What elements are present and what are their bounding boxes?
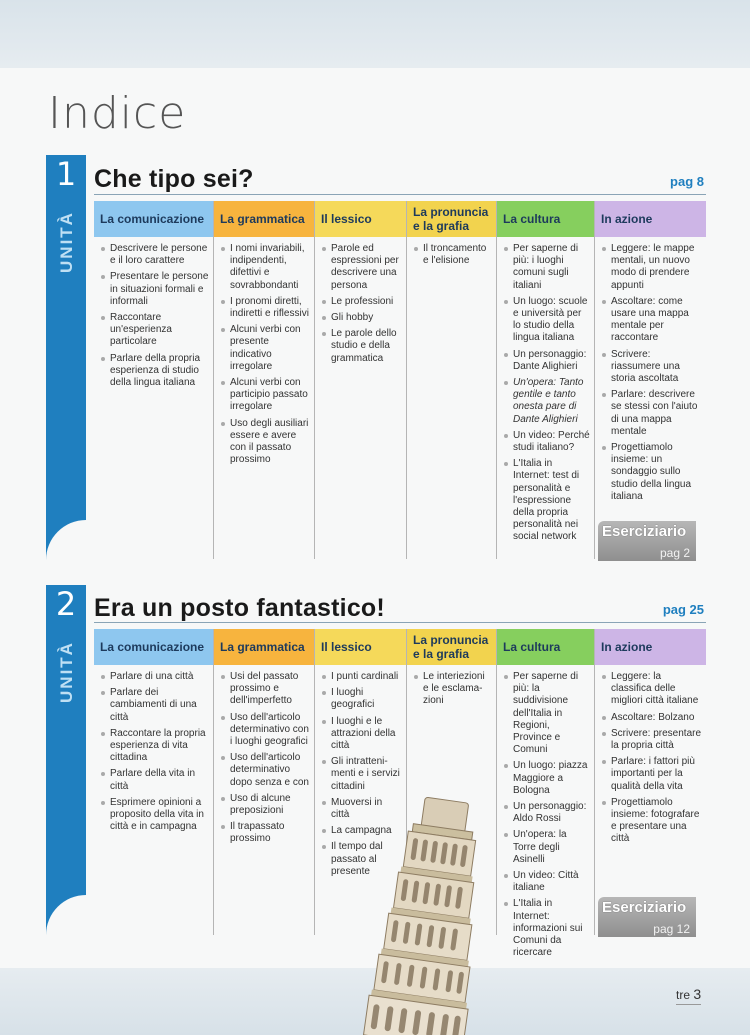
eserciziario-label: Eserciziario bbox=[602, 899, 687, 916]
column-cultura bbox=[497, 629, 595, 959]
list-item: Un luogo: piazza Maggiore a Bologna bbox=[504, 760, 590, 797]
list-item: Muoversi in città bbox=[322, 797, 402, 821]
list-item: Parlare: descrivere se stessi con l'aiuto di una mappa mentale bbox=[602, 389, 702, 438]
top-band bbox=[0, 0, 750, 68]
unit-label: UNITÀ bbox=[57, 641, 77, 703]
list-item: Uso di alcune preposizioni bbox=[221, 793, 310, 817]
list-item: Scrivere: presentare la propria città bbox=[602, 728, 702, 752]
list-item: Parlare: i fattori più importanti per la qualità della vita bbox=[602, 756, 702, 793]
list-item: Il troncamento e l'elisione bbox=[414, 243, 492, 267]
column-header: Il lessico bbox=[315, 629, 406, 665]
list-item: Gli hobby bbox=[322, 312, 402, 324]
list-item: Descrivere le persone e il loro carattere bbox=[101, 243, 209, 267]
list-item: Esprimere opinioni a proposito della vita in città e in campagna bbox=[101, 797, 209, 834]
column-header: In azione bbox=[595, 201, 706, 237]
unit-number: 1 bbox=[46, 155, 86, 193]
column-header: La comunicazione bbox=[94, 201, 213, 237]
list-item: Un video: Perché studi italiano? bbox=[504, 430, 590, 454]
list-item: I pronomi diretti, indiretti e riflessivi bbox=[221, 296, 310, 320]
list-item: Le professioni bbox=[322, 296, 402, 308]
list-item: Leggere: la classifica delle migliori città italiane bbox=[602, 671, 702, 708]
list-item: Gli intratteni-menti e i servizi cittadini bbox=[322, 756, 402, 793]
column-header: La cultura bbox=[497, 201, 594, 237]
list-item: I nomi invariabili, indipendenti, difettivi e sovrabbondanti bbox=[221, 243, 310, 292]
list-item: Raccontare un'esperienza particolare bbox=[101, 312, 209, 349]
eserciziario-badge[interactable] bbox=[598, 897, 696, 937]
unit-page-link[interactable]: pag 25 bbox=[662, 602, 704, 617]
list-item: Ascoltare: come usare una mappa mentale per raccontare bbox=[602, 296, 702, 345]
list-item: Progettiamolo insieme: un sondaggio sullo studio della lingua italiana bbox=[602, 442, 702, 503]
list-item: L'Italia in Internet: test di personalità e l'espressione della propria personalità nei social network bbox=[504, 458, 590, 543]
list-item: Presentare le persone in situazioni formali e informali bbox=[101, 271, 209, 308]
eserciziario-label: Eserciziario bbox=[602, 523, 687, 540]
unit-title: Che tipo sei? bbox=[94, 165, 254, 193]
list-item: La campagna bbox=[322, 825, 402, 837]
list-item: Uso dell'articolo determinativo con i luoghi geografici bbox=[221, 712, 310, 749]
column-lessico bbox=[315, 201, 407, 559]
list-item: Il trapassato prossimo bbox=[221, 821, 310, 845]
list-item: I luoghi e le attrazioni della città bbox=[322, 716, 402, 753]
column-header: La pronuncia e la grafia bbox=[407, 629, 496, 665]
list-item: Uso degli ausiliari essere e avere con il passato prossimo bbox=[221, 418, 310, 467]
list-item: Il tempo dal passato al presente bbox=[322, 841, 402, 878]
list-item: Uso dell'articolo determinativo dopo senza e con bbox=[221, 752, 310, 789]
unit-label: UNITÀ bbox=[57, 211, 77, 273]
column-comunicazione bbox=[94, 629, 214, 935]
column-comunicazione bbox=[94, 201, 214, 559]
column-grammatica bbox=[214, 201, 315, 559]
list-item: Alcuni verbi con presente indicativo irregolare bbox=[221, 324, 310, 373]
list-item: Raccontare la propria esperienza di vita cittadina bbox=[101, 728, 209, 765]
list-item: Parlare della propria esperienza di studio della lingua italiana bbox=[101, 353, 209, 390]
column-cultura bbox=[497, 201, 595, 559]
unit-title-rule bbox=[94, 194, 706, 195]
list-item: Ascoltare: Bolzano bbox=[602, 712, 702, 724]
list-item: L'Italia in Internet: informazioni sui Comuni da ricercare bbox=[504, 898, 590, 959]
list-item: Per saperne di più: la suddivisione dell'Italia in Regioni, Province e Comuni bbox=[504, 671, 590, 756]
list-item: I punti cardinali bbox=[322, 671, 402, 683]
unit-columns bbox=[94, 201, 706, 559]
list-item: Un'opera: Tanto gentile e tanto onesta pare di Dante Alighieri bbox=[504, 377, 590, 426]
column-header: La grammatica bbox=[214, 201, 314, 237]
eserciziario-page: pag 2 bbox=[659, 546, 690, 560]
page-number: tre 3 bbox=[676, 986, 701, 1005]
list-item: Leggere: le mappe mentali, un nuovo modo di prendere appunti bbox=[602, 243, 702, 292]
eserciziario-page: pag 12 bbox=[653, 922, 690, 936]
list-item: Un video: Città italiane bbox=[504, 870, 590, 894]
column-header: La cultura bbox=[497, 629, 594, 665]
unit-title: Era un posto fantastico! bbox=[94, 594, 385, 622]
list-item: Le interiezioni e le esclama-zioni bbox=[414, 671, 492, 708]
column-grammatica bbox=[214, 629, 315, 935]
list-item: Un'opera: la Torre degli Asinelli bbox=[504, 829, 590, 866]
list-item: Un personaggio: Aldo Rossi bbox=[504, 801, 590, 825]
list-item: Parlare di una città bbox=[101, 671, 209, 683]
column-header: La grammatica bbox=[214, 629, 314, 665]
unit-number: 2 bbox=[46, 585, 86, 623]
column-pronuncia bbox=[407, 201, 497, 559]
leaning-tower-illustration bbox=[340, 790, 490, 1035]
list-item: Parlare dei cambiamenti di una città bbox=[101, 687, 209, 724]
column-azione bbox=[595, 201, 706, 559]
list-item: Un personaggio: Dante Alighieri bbox=[504, 349, 590, 373]
list-item: Un luogo: scuole e università per lo studio della lingua italiana bbox=[504, 296, 590, 345]
unit-1 bbox=[0, 155, 750, 560]
page-title: Indice bbox=[48, 88, 187, 139]
unit-page-link[interactable]: pag 8 bbox=[670, 174, 704, 189]
list-item: Scrivere: riassumere una storia ascoltata bbox=[602, 349, 702, 386]
list-item: Le parole dello studio e della grammatica bbox=[322, 328, 402, 365]
column-header: In azione bbox=[595, 629, 706, 665]
eserciziario-badge[interactable] bbox=[598, 521, 696, 561]
column-header: La comunicazione bbox=[94, 629, 213, 665]
list-item: Alcuni verbi con participio passato irregolare bbox=[221, 377, 310, 414]
list-item: Usi del passato prossimo e dell'imperfetto bbox=[221, 671, 310, 708]
column-header: La pronuncia e la grafia bbox=[407, 201, 496, 237]
unit-title-rule bbox=[94, 622, 706, 623]
column-azione bbox=[595, 629, 706, 935]
column-header: Il lessico bbox=[315, 201, 406, 237]
list-item: Parole ed espressioni per descrivere una persona bbox=[322, 243, 402, 292]
list-item: Per saperne di più: i luoghi comuni sugli italiani bbox=[504, 243, 590, 292]
list-item: Progettiamolo insieme: fotografare e presentare una città bbox=[602, 797, 702, 846]
list-item: Parlare della vita in città bbox=[101, 768, 209, 792]
list-item: I luoghi geografici bbox=[322, 687, 402, 711]
